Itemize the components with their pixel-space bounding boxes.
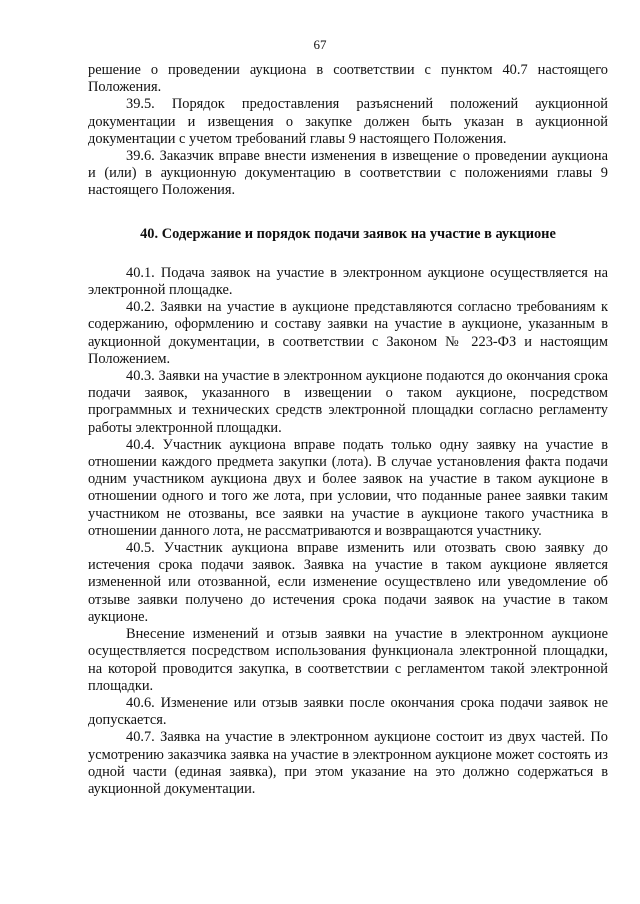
paragraph-intro-continuation: решение о проведении аукциона в соответствии с пунктом 40.7 настоящего Положения. — [88, 62, 608, 96]
paragraph-39-6: 39.6. Заказчик вправе внести изменения в извещение о проведении аукциона и (или) в аукционную документацию в соответствии с положениями главы 9 настоящего Положения. — [88, 148, 608, 199]
paragraph-40-2: 40.2. Заявки на участие в аукционе представляются согласно требованиям к содержанию, оформлению и составу заявки на участие в аукционе, указанным в аукционной документации, в соответствии с Законом № 223-ФЗ и настоящим Положением. — [88, 299, 608, 367]
section-heading: 40. Содержание и порядок подачи заявок на участие в аукционе — [140, 225, 556, 242]
paragraph-40-3: 40.3. Заявки на участие в электронном аукционе подаются до окончания срока подачи заявок, указанного в извещении о таком аукционе, посредством программных и технических средств электронной площадки согласно регламенту работы электронной площадки. — [88, 368, 608, 436]
paragraph-40-1: 40.1. Подача заявок на участие в электронном аукционе осуществляется на электронной площадке. — [88, 264, 608, 299]
paragraph-40-5-changes: Внесение изменений и отзыв заявки на участие в электронном аукционе осуществляется посредством использования функционала электронной площадки, на которой проводится закупка, в соответствии с регламентом такой электронной площадки. — [88, 626, 608, 694]
paragraph-39-5: 39.5. Порядок предоставления разъяснений положений аукционной документации и извещения о закупке должен быть указан в аукционной документации с учетом требований главы 9 настоящего Положения. — [88, 96, 608, 147]
paragraph-40-7: 40.7. Заявка на участие в электронном аукционе состоит из двух частей. По усмотрению заказчика заявка на участие в электронном аукционе может состоять из одной части (единая заявка), при этом указание на это должно содержаться в аукционной документации. — [88, 729, 608, 797]
document-body — [88, 62, 608, 798]
paragraph-40-4: 40.4. Участник аукциона вправе подать только одну заявку на участие в отношении каждого предмета закупки (лота). В случае установления факта подачи одним участником аукциона двух и более заявок на участие в таком аукционе в отношении одного и того же лота, при условии, что поданные ранее заявки таким участником не отозваны, все заявки на участие в аукционе такого участника в отношении данного лота, не рассматриваются и возвращаются участнику. — [88, 436, 608, 539]
paragraph-40-6: 40.6. Изменение или отзыв заявки после окончания срока подачи заявок не допускается. — [88, 694, 608, 729]
paragraph-40-5: 40.5. Участник аукциона вправе изменить или отозвать свою заявку до истечения срока подачи заявок. Заявка на участие в таком аукционе является измененной или отозванной, если изменение осуществлено или уведомление об отзыве заявки получено до истечения срока подачи заявок на участие в таком аукционе. — [88, 540, 608, 625]
page-number: 67 — [313, 37, 327, 52]
